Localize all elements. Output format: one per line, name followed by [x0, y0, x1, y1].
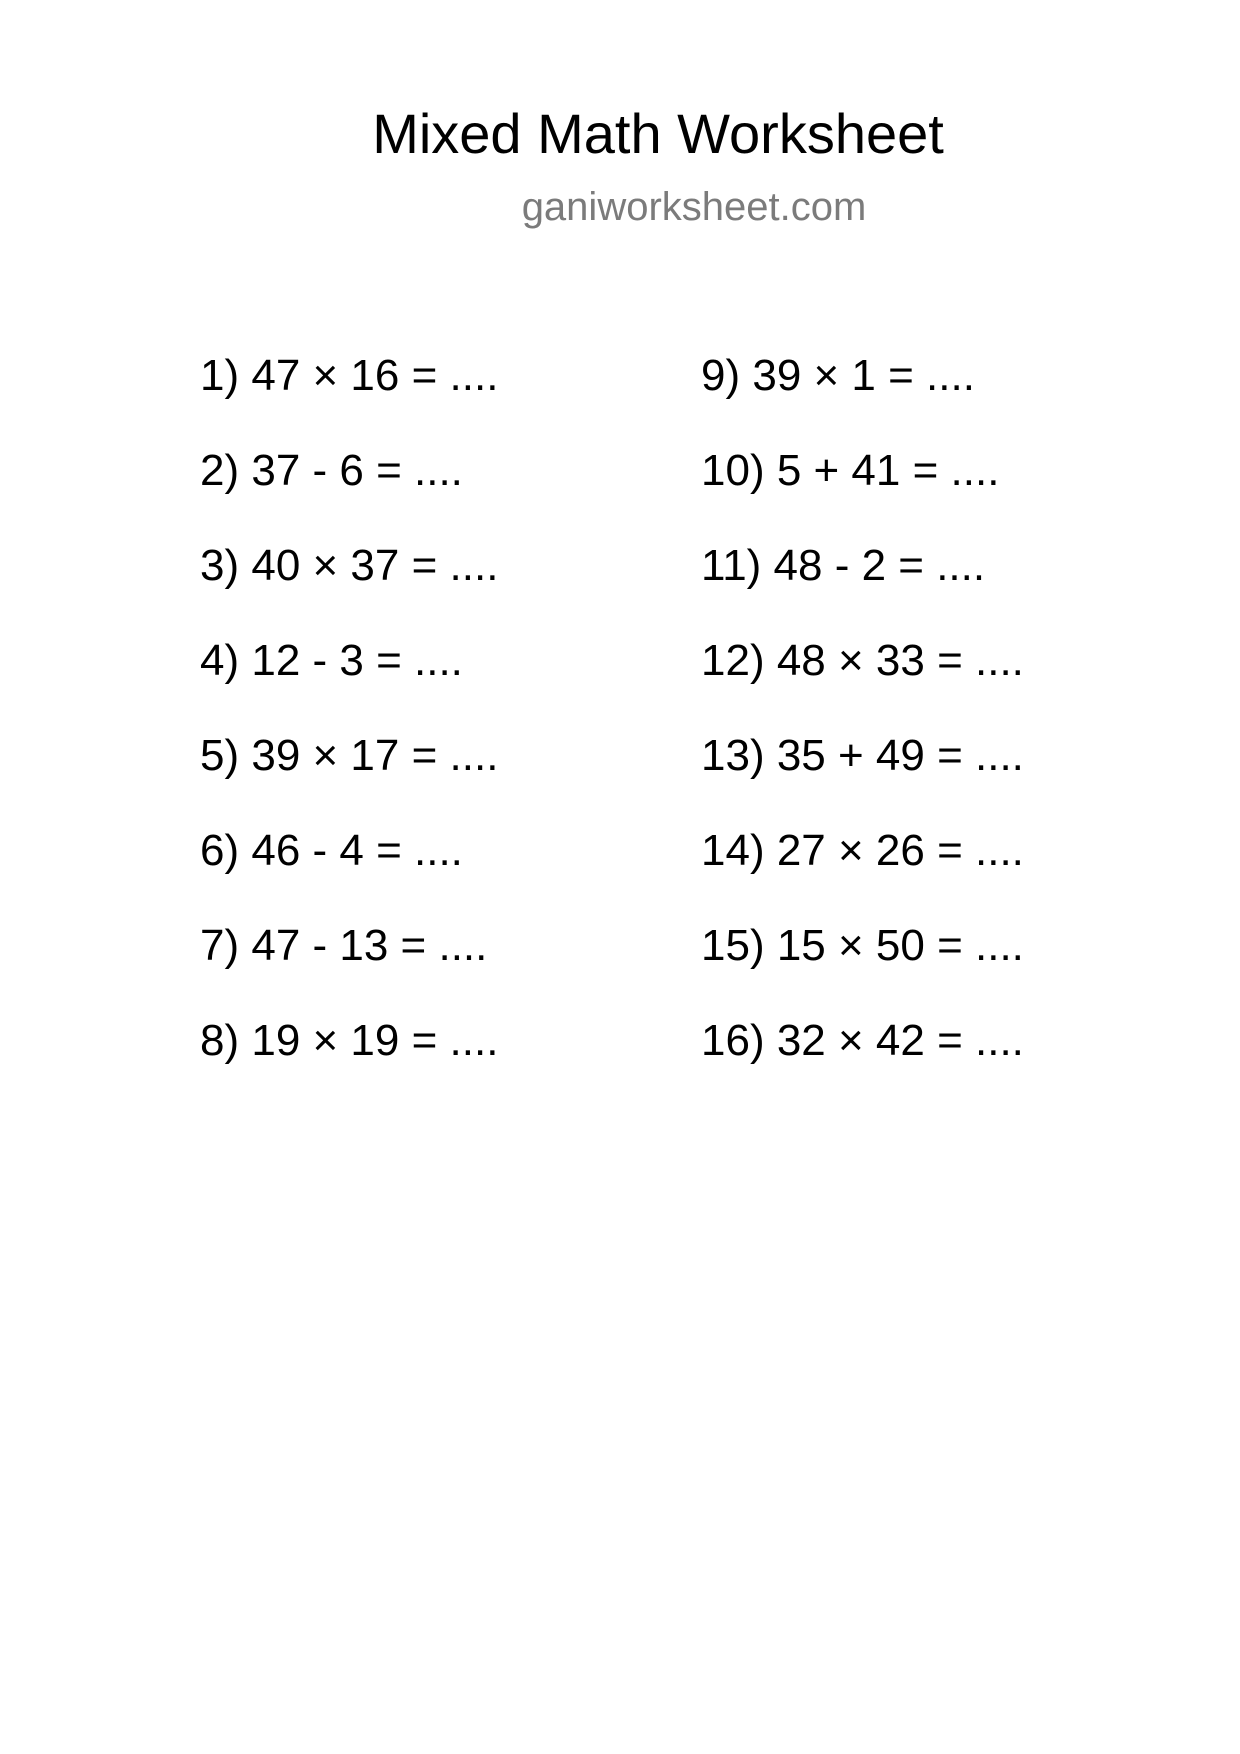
problem-15: 15) 15 × 50 = ....	[701, 921, 1024, 970]
page-title: Mixed Math Worksheet	[372, 102, 944, 165]
problem-column-left	[200, 346, 700, 1106]
problem-5: 5) 39 × 17 = ....	[200, 731, 499, 780]
problem-7: 7) 47 - 13 = ....	[200, 921, 488, 970]
problem-10: 10) 5 + 41 = ....	[701, 446, 1000, 495]
problem-11: 11) 48 - 2 = ....	[701, 541, 986, 590]
problem-3: 3) 40 × 37 = ....	[200, 541, 499, 590]
problem-list	[0, 346, 1240, 1106]
problem-2: 2) 37 - 6 = ....	[200, 446, 463, 495]
problem-6: 6) 46 - 4 = ....	[200, 826, 463, 875]
problem-column-right	[701, 346, 1201, 1106]
problem-12: 12) 48 × 33 = ....	[701, 636, 1024, 685]
problem-13: 13) 35 + 49 = ....	[701, 731, 1024, 780]
problem-14: 14) 27 × 26 = ....	[701, 826, 1024, 875]
source-website-label: ganiworksheet.com	[521, 185, 867, 229]
problem-1: 1) 47 × 16 = ....	[200, 351, 499, 400]
problem-9: 9) 39 × 1 = ....	[701, 351, 975, 400]
problem-4: 4) 12 - 3 = ....	[200, 636, 463, 685]
problem-16: 16) 32 × 42 = ....	[701, 1016, 1024, 1065]
problem-8: 8) 19 × 19 = ....	[200, 1016, 499, 1065]
